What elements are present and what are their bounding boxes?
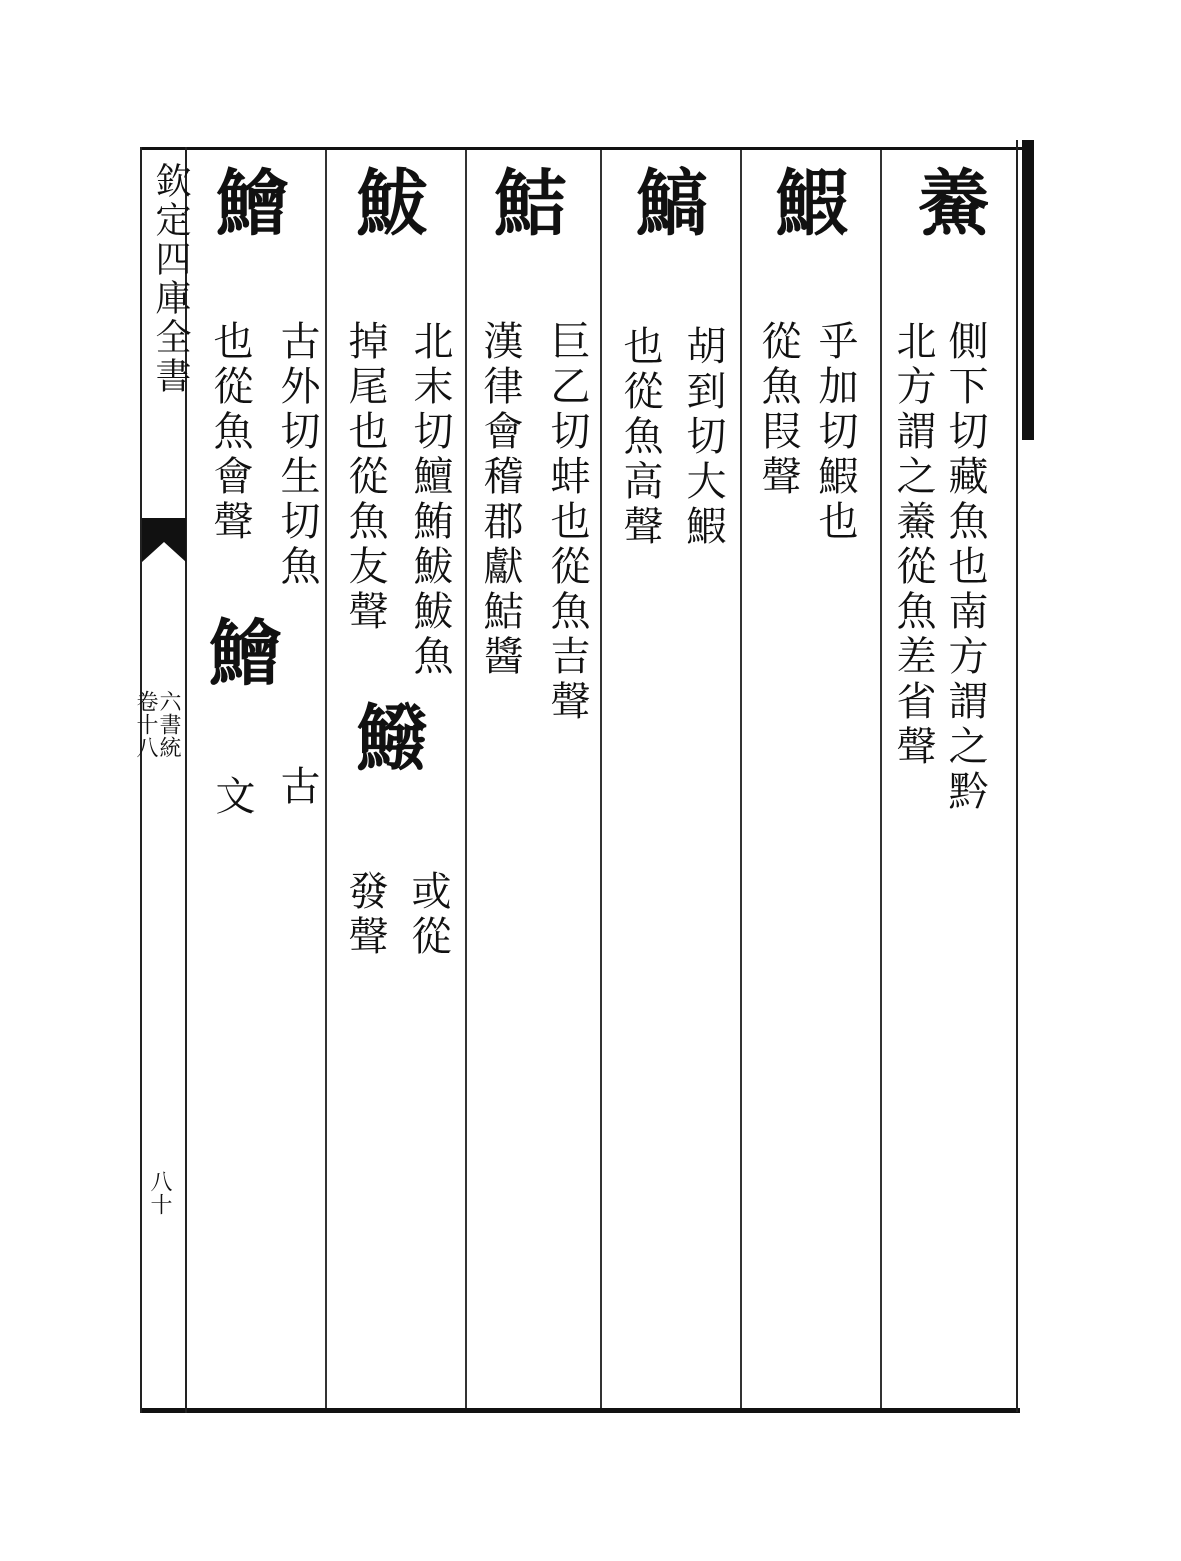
seal-variant-character: 鱍	[344, 700, 429, 778]
seal-character: 鰕	[764, 165, 849, 243]
seal-variant-character: 鱠	[197, 615, 282, 693]
frame-top-border	[140, 147, 1034, 150]
gloss-text: 乎加切鰕也	[812, 320, 858, 545]
fishtail-mark-icon	[142, 518, 186, 562]
frame-right-border	[1016, 140, 1018, 1412]
variant-label: 古	[274, 765, 320, 810]
folio-number: 八十	[147, 1170, 172, 1216]
seal-character: 鮚	[482, 165, 567, 243]
column-rule	[880, 150, 882, 1408]
column-rule	[740, 150, 742, 1408]
seal-character: 鯗	[906, 165, 991, 243]
frame-left-border	[140, 147, 142, 1413]
gloss-text: 胡到切大鰕	[680, 325, 726, 550]
variant-note: 或從	[405, 870, 451, 960]
variant-label: 文	[209, 775, 255, 820]
volume-number: 卷十八	[133, 690, 158, 759]
frame-right-heavy-border	[1022, 140, 1034, 440]
frame-bottom-border	[140, 1408, 1020, 1413]
gloss-text: 也從魚高聲	[617, 325, 663, 550]
gloss-text: 側下切藏魚也南方謂之黔	[942, 320, 988, 815]
gloss-text: 也從魚會聲	[207, 320, 253, 545]
gloss-text: 北方謂之鯗從魚差省聲	[890, 320, 936, 770]
gloss-text: 掉尾也從魚友聲	[342, 320, 388, 635]
column-rule	[465, 150, 467, 1408]
seal-character: 鮁	[344, 165, 429, 243]
column-rule	[325, 150, 327, 1408]
gloss-text: 北末切鱣鮪鮁鮁魚	[407, 320, 453, 680]
gloss-text: 漢律會稽郡獻鮚醬	[477, 320, 523, 680]
gloss-text: 巨乙切蚌也從魚吉聲	[544, 320, 590, 725]
gloss-text: 從魚叚聲	[755, 320, 801, 500]
book-title: 欽定四庫全書	[150, 162, 191, 396]
section-title: 六書統	[156, 690, 181, 759]
seal-character: 鱠	[204, 165, 289, 243]
column-rule	[600, 150, 602, 1408]
variant-note: 發聲	[342, 870, 388, 960]
gloss-text: 古外切生切魚	[274, 320, 320, 590]
seal-character: 鰝	[624, 165, 709, 243]
